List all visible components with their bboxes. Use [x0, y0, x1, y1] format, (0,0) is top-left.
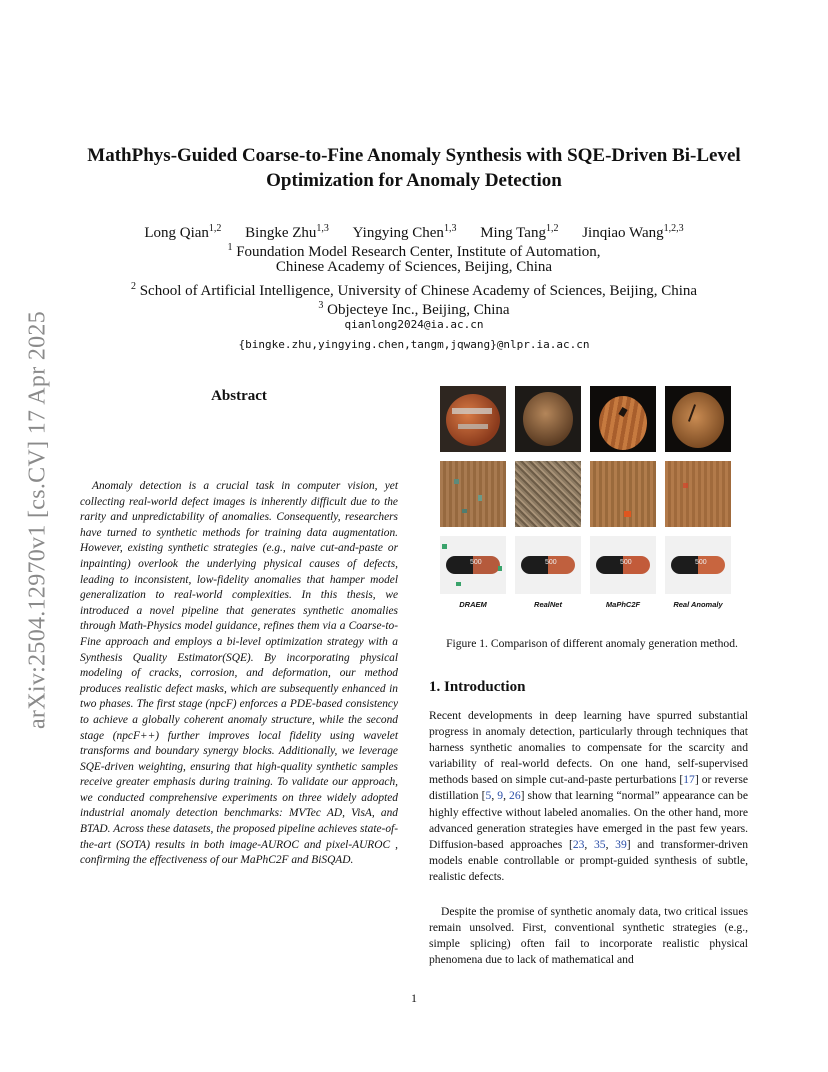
affiliation-1-line-2: Chinese Academy of Sciences, Beijing, China	[275, 259, 553, 275]
hazelnut-realnet-image	[515, 386, 581, 452]
figure-caption: Figure 1. Comparison of different anomaly generation method.	[446, 637, 738, 650]
affiliation-1-marker: 1	[227, 242, 233, 253]
capsule-draem-image	[440, 536, 506, 594]
wood-maphc2f-image	[590, 461, 656, 527]
author-name: Ming Tang	[480, 225, 546, 241]
capsule-real-anomaly-text: 500	[695, 559, 707, 566]
citation-link[interactable]: 5	[485, 789, 492, 803]
intro-text: ] show that learning “normal” appearance can be highly effective without labeled anomalies. On the other hand, more advanced generation strategies have emerged in the past few years. Diffusion-based approaches [	[429, 789, 748, 851]
email-line-1: qianlong2024@ia.ac.cn	[344, 318, 484, 331]
author-affil: 1,2,3	[663, 223, 684, 234]
citation-link[interactable]: 17	[683, 773, 695, 787]
author-affil: 1,2	[545, 223, 559, 234]
hazelnut-maphc2f-image	[590, 386, 656, 452]
capsule-maphc2f-image	[590, 536, 656, 594]
column-label-maphc2f: MaPhC2F	[605, 600, 641, 609]
wood-draem-image	[440, 461, 506, 527]
abstract-heading: Abstract	[211, 388, 267, 404]
author-name: Yingying Chen	[352, 225, 444, 241]
intro-text: ] and transformer-driven models enable controllable or prompt-guided synthesis of subtle, realistic defects.	[429, 837, 748, 883]
affiliation-2-marker: 2	[130, 281, 136, 292]
author-affil: 1,2	[208, 223, 222, 234]
author-affil: 1,3	[443, 223, 457, 234]
column-label-draem: DRAEM	[459, 600, 487, 609]
figure-1	[440, 386, 746, 609]
column-label-realnet: RealNet	[534, 600, 562, 609]
email-line-2: {bingke.zhu,yingying.chen,tangm,jqwang}@nlpr.ia.ac.cn	[238, 338, 590, 351]
affiliation-3-text: Objecteye Inc., Beijing, China	[327, 302, 510, 318]
citation-link[interactable]: 26	[509, 789, 521, 803]
affiliation-3-marker: 3	[318, 300, 324, 311]
citation-link[interactable]: 35	[593, 837, 606, 851]
introduction-paragraph-1: Recent developments in deep learning have spurred substantial progress in anomaly detection, particularly through techniques that harness synthetic anomalies to compensate for the scarcity and variability of real-world defects. On one hand, self-supervised methods based on simple cut-and-paste perturbations [17] or reverse distillation [5, 9, 26] show that learning “normal” appearance can be highly effective without labeled anomalies. On the other hand, more advanced generation strategies have emerged in the past few years. Diffusion-based approaches [23, 35, 39] and transformer-driven models enable controllable or prompt-guided synthesis of subtle, realistic defects.	[429, 709, 748, 883]
introduction-heading: 1. Introduction	[429, 679, 526, 695]
intro-text: ] or reverse distillation [	[429, 773, 748, 803]
author-name: Jinqiao Wang	[582, 225, 664, 241]
capsule-realnet-text: 500	[545, 559, 557, 566]
title-line-2: Optimization for Anomaly Detection	[266, 170, 562, 191]
arxiv-stamp-text: arXiv:2504.12970v1 [cs.CV] 17 Apr 2025	[24, 310, 51, 730]
capsule-real-anomaly-image	[665, 536, 731, 594]
title-line-1: MathPhys-Guided Coarse-to-Fine Anomaly Synthesis with SQE-Driven Bi-Level	[87, 145, 741, 166]
hazelnut-draem-image	[440, 386, 506, 452]
affiliation-3	[60, 296, 768, 320]
affiliation-2-text: School of Artificial Intelligence, University of Chinese Academy of Sciences, Beijing, China	[139, 283, 698, 299]
citation-link[interactable]: 9	[497, 789, 504, 803]
intro-text: Recent developments in deep learning have spurred substantial progress in anomaly detection, particularly through techniques that harness synthetic anomalies to compensate for the scarcity and variability of real-world defects. On one hand, self-supervised methods based on simple cut-and-paste perturbations [	[429, 709, 748, 787]
capsule-realnet-image	[515, 536, 581, 594]
introduction-paragraph-2: Despite the promise of synthetic anomaly data, two critical issues remain unsolved. First, conventional synthetic strategies (e.g., simple splicing) often fail to incorporate realistic physical phenomena due to lack of mathematical and	[429, 905, 748, 967]
author-affil: 1,3	[316, 223, 329, 234]
gravel-realnet-image	[515, 461, 581, 527]
citation-link[interactable]: 23	[572, 837, 585, 851]
author-name: Long Qian	[144, 225, 209, 241]
column-label-real-anomaly: Real Anomaly	[673, 600, 723, 609]
capsule-draem-text: 500	[470, 559, 482, 566]
page-number: 1	[411, 991, 417, 1005]
citation-link[interactable]: 39	[615, 837, 627, 851]
author-name: Bingke Zhu	[245, 225, 317, 241]
wood-real-anomaly-image	[665, 461, 731, 527]
capsule-maphc2f-text: 500	[620, 559, 632, 566]
figure-image-grid	[440, 386, 746, 594]
paper-title	[60, 143, 768, 193]
hazelnut-real-anomaly-image	[665, 386, 731, 452]
abstract-body: Anomaly detection is a crucial task in computer vision, yet collecting real-world defect images is inherently difficult due to the rarity and unpredictability of anomalies. Consequently, researchers have turned to synthetic methods for training data augmentation. However, existing synthetic strategies (e.g., naive cut-and-paste or inpainting) overlook the underlying physical causes of defects, leading to inconsistent, low-fidelity anomalies that hamper model generalization to real-world complexities. In this thesis, we introduced a novel pipeline that generates synthetic anomalies through Math-Physics model guidance, refines them via a Coarse-to-Fine approach and employs a bi-level optimization strategy with a Synthesis Quality Estimator(SQE). By incorporating physical modeling of cracks, corrosion, and deformation, our method produces realistic defect masks, which are subsequently enhanced in two phases. The first stage (npcF) enforces a PDE-based consistency to achieve a globally coherent anomaly structure, while the second stage (npcF++) further improves local fidelity using wavelet transforms and boundary synergy blocks. Additionally, we leverage SQE-driven weighting, ensuring that high-quality synthetic samples receive greater emphasis during training. To validate our approach, we conducted comprehensive experiments on three widely adopted industrial anomaly detection benchmarks: MVTec AD, VisA, and BTAD. Across these datasets, the proposed pipeline achieves state-of-the-art (SOTA) results in both image-AUROC and pixel-AUROC , confirming the effectiveness of our MaPhC2F and BiSQAD.	[80, 480, 398, 867]
figure-column-labels	[440, 600, 746, 609]
affiliation-1-line-1: Foundation Model Research Center, Institute of Automation,	[236, 244, 601, 260]
